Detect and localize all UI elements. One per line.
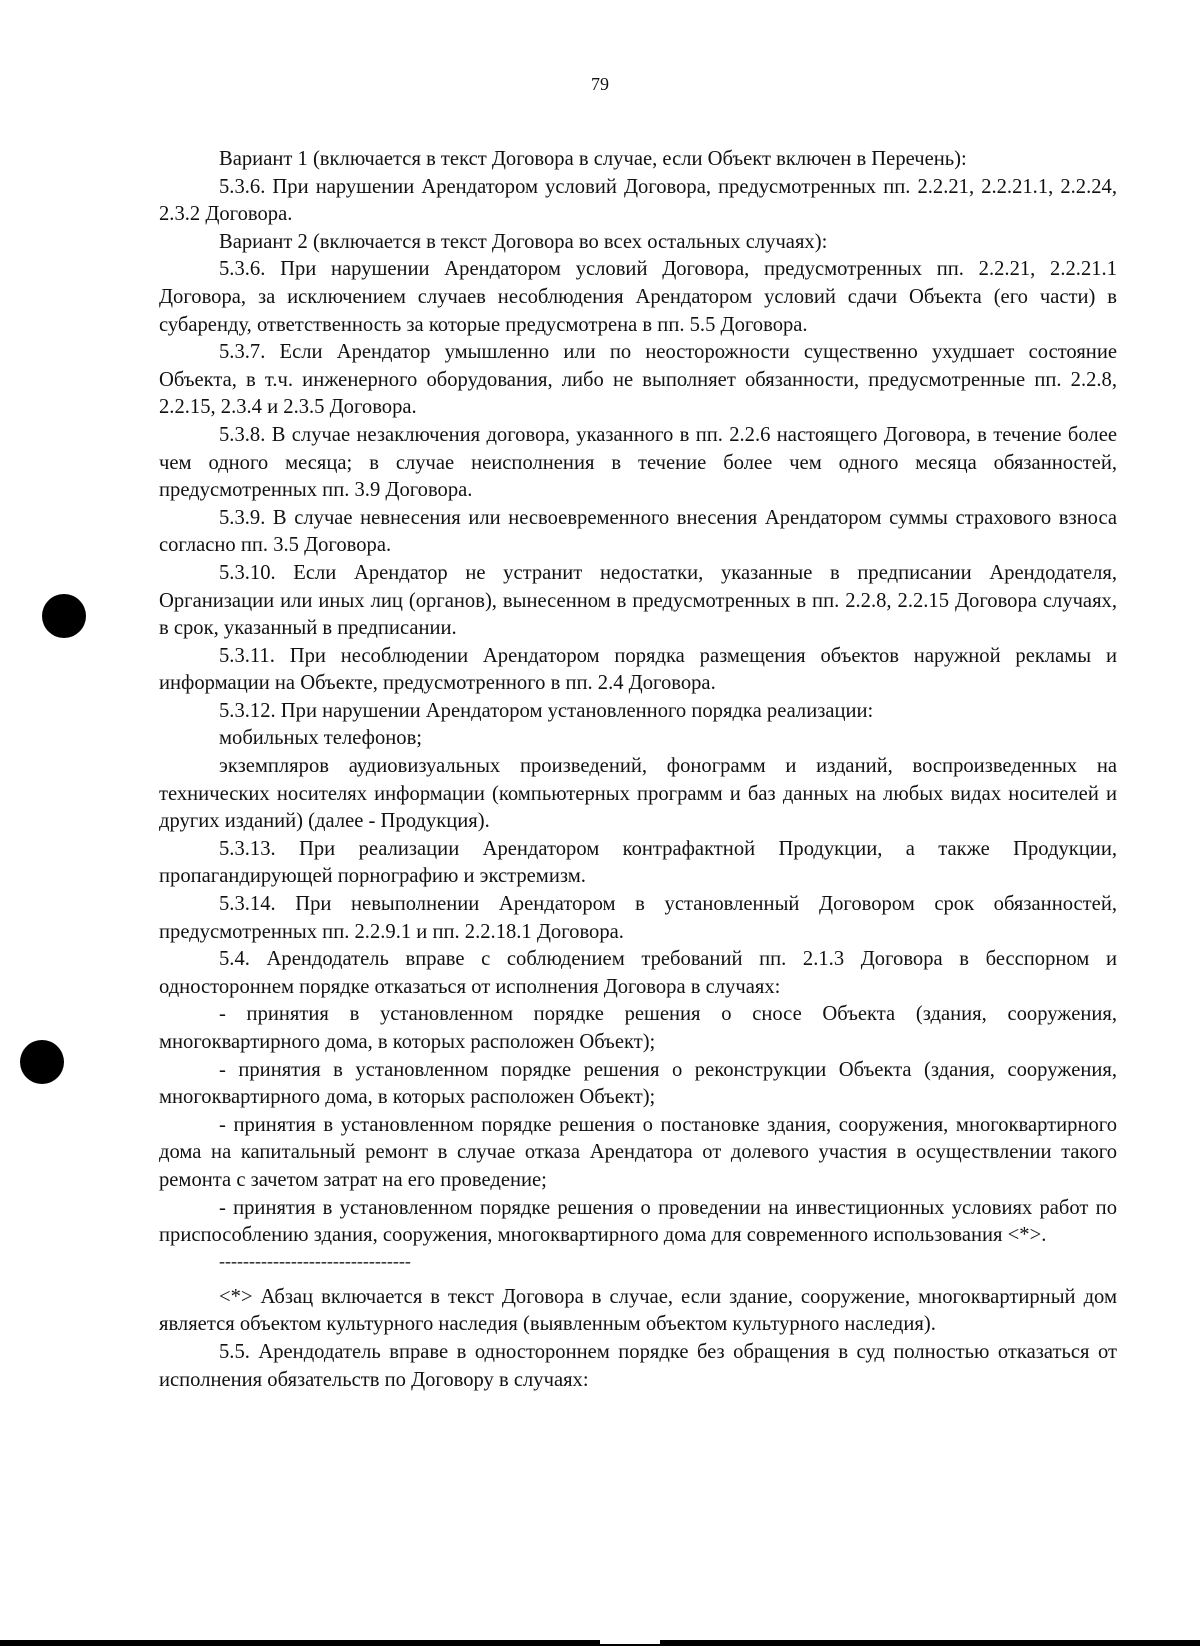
paragraph-5-3-14: 5.3.14. При невыполнении Арендатором в установленный Договором срок обязанностей, предусмотренных пп. 2.2.9.1 и пп. 2.2.18.1 Договора.	[159, 893, 1117, 943]
paragraph-5-3-7: 5.3.7. Если Арендатор умышленно или по неосторожности существенно ухудшает состояние Объекта, в т.ч. инженерного оборудования, либо не выполняет обязанности, предусмотренные пп. 2.2.8, 2.2.15, 2.3.4 и 2.3.5 Договора.	[159, 341, 1117, 419]
list-item-demolition: - принятия в установленном порядке решения о сносе Объекта (здания, сооружения, многоквартирного дома, в которых расположен Объект);	[159, 1003, 1117, 1053]
list-item-audiovisual-copies: экземпляров аудиовизуальных произведений, фонограмм и изданий, воспроизведенных на технических носителях информации (компьютерных программ и баз данных на любых видах носителей и других изданий) (далее - Продукция).	[159, 755, 1117, 833]
paragraph-5-3-8: 5.3.8. В случае незаключения договора, указанного в пп. 2.2.6 настоящего Договора, в течение более чем одного месяца; в случае неисполнения в течение более чем одного месяца обязанностей, предусмотренных пп. 3.9 Договора.	[159, 423, 1117, 502]
paragraph-variant-2-heading: Вариант 2 (включается в текст Договора во всех остальных случаях):	[219, 230, 828, 253]
paragraph-variant-1-heading: Вариант 1 (включается в текст Договора в случае, если Объект включен в Перечень):	[219, 148, 967, 170]
paragraph-5-3-13: 5.3.13. При реализации Арендатором контрафактной Продукции, а также Продукции, пропагандирующей порнографию и экстремизм.	[159, 837, 1117, 888]
list-item-major-repair: - принятия в установленном порядке решения о постановке здания, сооружения, многоквартирного дома на капитальный ремонт в случае отказа Арендатора от долевого участия в осуществлении такого ремонта с зачетом затрат на его проведение;	[159, 1113, 1117, 1191]
footnote: <*> Абзац включается в текст Договора в случае, если здание, сооружение, многоквартирный дом является объектом культурного наследия (выявленным объектом культурного наследия).	[159, 1285, 1117, 1336]
list-item-reconstruction: - принятия в установленном порядке решения о реконструкции Объекта (здания, сооружения, многоквартирного дома, в которых расположен Объект);	[159, 1058, 1117, 1109]
punch-hole-mark	[20, 1040, 64, 1084]
paragraph-5-3-6-variant-2: 5.3.6. При нарушении Арендатором условий Договора, предусмотренных пп. 2.2.21, 2.2.21.1 Договора, за исключением случаев несоблюдения Арендатором условий сдачи Объекта (его части) в субаренду, ответственность за которые предусмотрена в пп. 5.5 Договора.	[159, 258, 1117, 336]
footnote-separator: --------------------------------	[219, 1250, 411, 1271]
paragraph-5-3-9: 5.3.9. В случае невнесения или несвоевременного внесения Арендатором суммы страхового взноса согласно пп. 3.5 Договора.	[159, 506, 1117, 557]
paragraph-5-4: 5.4. Арендодатель вправе с соблюдением требований пп. 2.1.3 Договора в бесспорном и одностороннем порядке отказаться от исполнения Договора в случаях:	[159, 948, 1117, 998]
paragraph-5-5: 5.5. Арендодатель вправе в одностороннем порядке без обращения в суд полностью отказаться от исполнения обязательств по Договору в случаях:	[159, 1340, 1117, 1391]
document-body	[159, 146, 1117, 1394]
paragraph-5-3-6-variant-1: 5.3.6. При нарушении Арендатором условий Договора, предусмотренных пп. 2.2.21, 2.2.21.1, 2.2.24, 2.3.2 Договора.	[159, 175, 1117, 226]
paragraph-5-3-11: 5.3.11. При несоблюдении Арендатором порядка размещения объектов наружной рекламы и информации на Объекте, предусмотренного в пп. 2.4 Договора.	[159, 644, 1117, 695]
scan-bottom-edge-gap	[600, 1640, 660, 1644]
page-number: 79	[591, 74, 609, 94]
paragraph-5-3-12: 5.3.12. При нарушении Арендатором установленного порядка реализации:	[219, 699, 874, 722]
paragraph-5-3-10: 5.3.10. Если Арендатор не устранит недостатки, указанные в предписании Арендодателя, Организации или иных лиц (органов), вынесенном в предусмотренных в пп. 2.2.8, 2.2.15 Договора случаях, в срок, указанный в предписании.	[159, 561, 1117, 640]
list-item-investment-works: - принятия в установленном порядке решения о проведении на инвестиционных условиях работ по приспособлению здания, сооружения, многоквартирного дома для современного использования <*>.	[159, 1196, 1117, 1247]
list-item-mobile-phones: мобильных телефонов;	[219, 727, 423, 750]
punch-hole-mark	[42, 594, 86, 638]
